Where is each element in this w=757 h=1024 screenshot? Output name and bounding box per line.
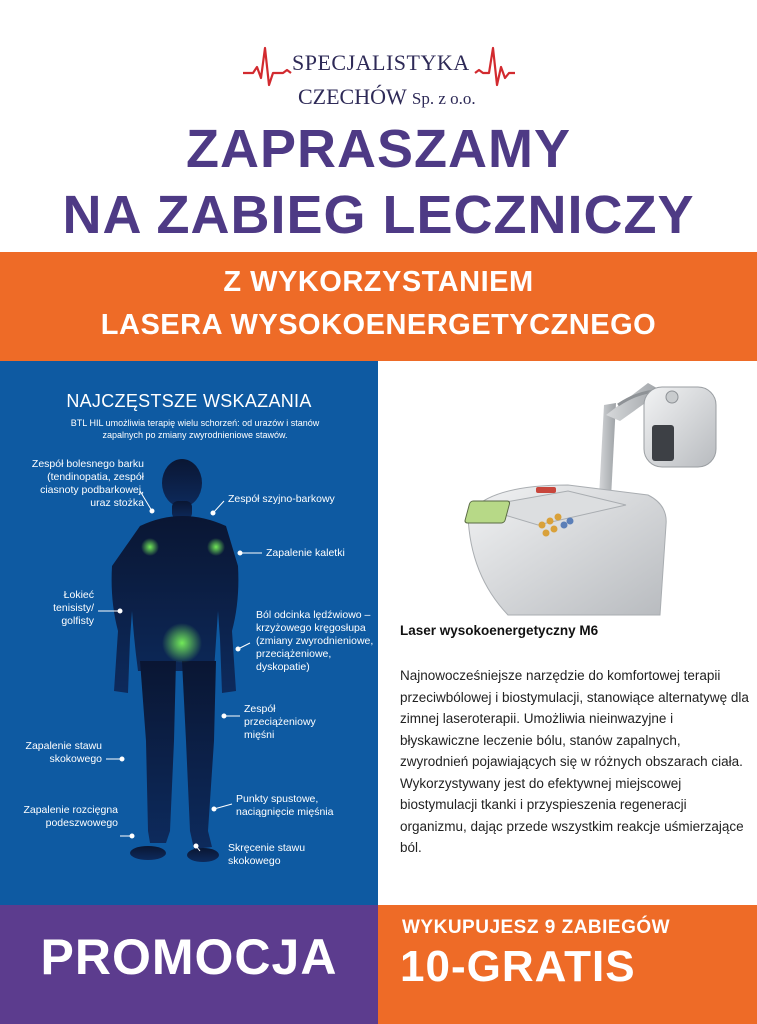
logo — [0, 0, 757, 120]
headline-line-2: NA ZABIEG LECZNICZY — [62, 185, 695, 245]
device-caption: Laser wysokoenergetyczny M6 — [400, 623, 599, 638]
label-muscle: Zespół przeciążeniowy mięśni — [244, 703, 316, 741]
logo-line-1: SPECJALISTYKA — [292, 50, 470, 75]
label-trigger-points: Punkty spustowe, naciągnięcie mięśnia — [236, 793, 334, 818]
headline-line-1: ZAPRASZAMY — [186, 119, 571, 179]
laser-device-image — [448, 375, 748, 625]
promo-title: PROMOCJA — [40, 929, 338, 985]
label-ankle-inflammation: Zapalenie stawu skokowego — [25, 740, 102, 765]
indications-title: NAJCZĘSTSZE WSKAZANIA — [66, 391, 312, 411]
label-spine: Ból odcinka lędźwiowo – krzyżowego kręgosłupa (zmiany zwyrodnieniowe, przeciążeniowe, dyskopatie) — [256, 609, 374, 673]
logo-company-suffix: Sp. z o.o. — [411, 89, 476, 108]
label-elbow: Łokieć tenisisty/ golfisty — [53, 589, 94, 627]
logo-company-name: CZECHÓW — [298, 84, 412, 109]
label-shoulder: Zespół bolesnego barku (tendinopatia, zespół ciasnoty podbarkowej, uraz stożka — [31, 458, 144, 509]
indications-subtitle: BTL HIL umożliwia terapię wielu schorzeń: od urazów i stanów zapalnych po zmiany zwyrodnieniowe stawów. — [70, 418, 320, 440]
label-ankle-sprain: Skręcenie stawu skokowego — [228, 842, 306, 867]
device-panel — [378, 361, 757, 905]
band-line-2: LASERA WYSOKOENERGETYCZNEGO — [100, 309, 657, 341]
logo-line-2 — [298, 84, 476, 110]
indications-panel — [0, 361, 378, 905]
label-bursitis: Zapalenie kaletki — [266, 547, 345, 559]
label-neck: Zespół szyjno-barkowy — [228, 493, 335, 505]
device-description: Najnowocześniejsze narzędzie do komfortowej terapii przeciwbólowej i biostymulacji, stanowiące alternatywę dla zimnej laseroterapii. Umożliwia nieinwazyjne i błyskawiczne leczenie bólu, stanów zapalnych, zwyrodnień pojawiających się w różnych obszarach ciała. Wykorzystywany jest do efektywnej miejscowej biostymulacji tkanki i przyspieszenia regeneracji organizmu, dając przede wszystkim reakcje uśmierzające ból. — [400, 668, 749, 855]
promo-offer-line: WYKUPUJESZ 9 ZABIEGÓW — [402, 917, 671, 938]
band-line-1: Z WYKORZYSTANIEM — [223, 266, 534, 298]
promo-free-line: 10-GRATIS — [400, 942, 636, 991]
label-plantar: Zapalenie rozcięgna podeszwowego — [23, 804, 118, 829]
